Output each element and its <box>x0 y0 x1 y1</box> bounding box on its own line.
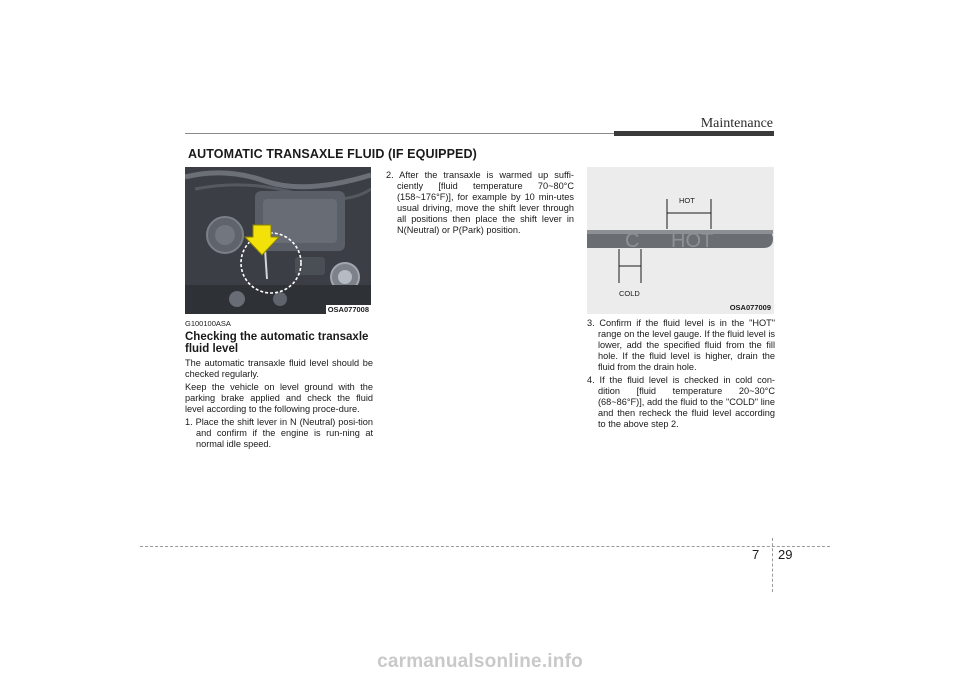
watermark: carmanualsonline.info <box>377 651 583 672</box>
stick-c-mark: C <box>625 230 640 252</box>
paragraph: Keep the vehicle on level ground with the parking brake applied and check the fluid level according to the following proce-dure. <box>185 382 373 414</box>
column-middle <box>386 170 574 238</box>
step-3: 3. Confirm if the fluid level is in the "HOT" range on the level gauge. If the fluid level is lower, add the specified fluid from the fill hole. If the fluid level is higher, drain the fluid from the drain hole. <box>587 318 775 372</box>
section-code: G100100ASA <box>185 319 231 328</box>
page-title: AUTOMATIC TRANSAXLE FLUID (IF EQUIPPED) <box>188 147 477 161</box>
column-left <box>185 318 373 452</box>
footer-divider <box>772 538 773 592</box>
figure-code: OSA077009 <box>729 303 771 312</box>
hot-label: HOT <box>679 196 695 205</box>
column-right <box>587 318 775 432</box>
page-number: 29 <box>778 547 793 562</box>
step-1: 1. Place the shift lever in N (Neutral) posi-tion and confirm if the engine is run-ning at normal idle speed. <box>185 417 373 449</box>
header-rule <box>185 133 615 134</box>
chapter-number: 7 <box>752 547 760 562</box>
step-2: 2. After the transaxle is warmed up suffi-ciently [fluid temperature 70~80°C (158~176°F)], for example by 10 min-utes usual driving, move the shift lever through all positions then place the shift lever in N(Neutral) or P(Park) position. <box>386 170 574 235</box>
section-name: Maintenance <box>700 116 773 131</box>
level-gauge-figure <box>587 167 774 314</box>
engine-bay-photo <box>185 167 371 314</box>
footer-rule <box>140 546 830 547</box>
header-rule-accent <box>614 131 774 136</box>
engine-bay-illustration <box>185 167 371 314</box>
figure-code: OSA077008 <box>327 305 369 314</box>
paragraph: The automatic transaxle fluid level should be checked regularly. <box>185 358 373 379</box>
step-4: 4. If the fluid level is checked in cold con-dition [fluid temperature 20~30°C (68~86°F)], add the fluid to the "COLD" line and then recheck the fluid level according to the above step 2. <box>587 375 775 429</box>
dipstick-illustration <box>587 167 774 314</box>
cold-label: COLD <box>619 289 640 298</box>
stick-hot-mark: HOT <box>671 230 714 252</box>
subsection-title: Checking the automatic transaxle fluid level <box>185 331 369 355</box>
